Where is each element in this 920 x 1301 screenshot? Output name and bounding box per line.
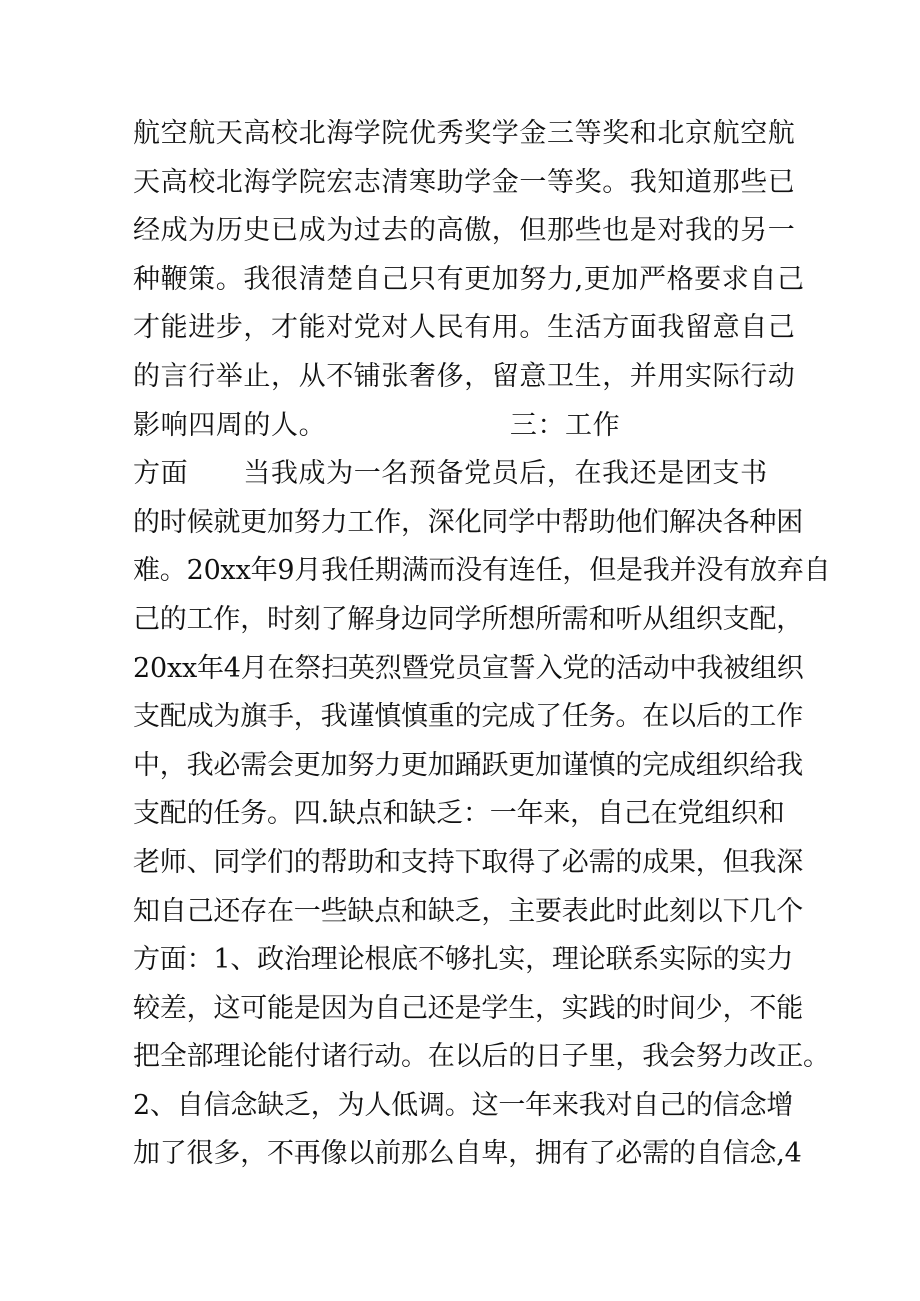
text-line: 己的工作，时刻了解身边同学所想所需和听从组织支配， <box>133 603 803 635</box>
text-line: 的时候就更加努力工作，深化同学中帮助他们解决各种困 <box>133 506 803 538</box>
text-line: 支配成为旗手，我谨慎慎重的完成了任务。在以后的工作 <box>133 701 803 733</box>
text-line: 天高校北海学院宏志清寒助学金一等奖。我知道那些已 <box>133 166 796 198</box>
text-line: 方面：1、政治理论根底不够扎实，理论联系实际的实力 <box>133 944 794 976</box>
document-body <box>133 110 831 1179</box>
text-line: 老师、同学们的帮助和支持下取得了必需的成果，但我深 <box>133 846 803 878</box>
text-line: 知自己还存在一些缺点和缺乏，主要表此时此刻以下几个 <box>133 895 803 927</box>
text-line: 较差，这可能是因为自己还是学生，实践的时间少，不能 <box>133 992 803 1024</box>
text-line: 才能进步，才能对党对人民有用。生活方面我留意自己 <box>133 312 796 344</box>
text-line: 的言行举止，从不铺张奢侈，留意卫生，并用实际行动 <box>133 360 796 392</box>
text-line: 20xx年4月在祭扫英烈暨党员宣誓入党的活动中我被组织 <box>133 652 804 684</box>
text-line: 中，我必需会更加努力更加踊跃更加谨慎的完成组织给我 <box>133 749 803 781</box>
text-line: 加了很多，不再像以前那么自卑，拥有了必需的自信念,4 <box>133 1138 802 1170</box>
text-line: 2、自信念缺乏，为人低调。这一年来我对自己的信念增 <box>133 1089 794 1121</box>
text-line: 方面 当我成为一名预备党员后，在我还是团支书 <box>133 458 768 490</box>
text-line: 把全部理论能付诸行动。在以后的日子里，我会努力改正。 <box>133 1041 830 1073</box>
text-line: 种鞭策。我很清楚自己只有更加努力,更加严格要求自己 <box>133 263 805 295</box>
text-line: 经成为历史已成为过去的高傲，但那些也是对我的另一 <box>133 215 796 247</box>
text-line: 航空航天高校北海学院优秀奖学金三等奖和北京航空航 <box>133 118 796 149</box>
text-line: 支配的任务。四.缺点和缺乏：一年来，自己在党组织和 <box>133 798 785 830</box>
text-line: 影响四周的人。 三：工作 <box>133 409 621 441</box>
text-line: 难。20xx年9月我任期满而没有连任，但是我并没有放弃自 <box>133 555 831 587</box>
